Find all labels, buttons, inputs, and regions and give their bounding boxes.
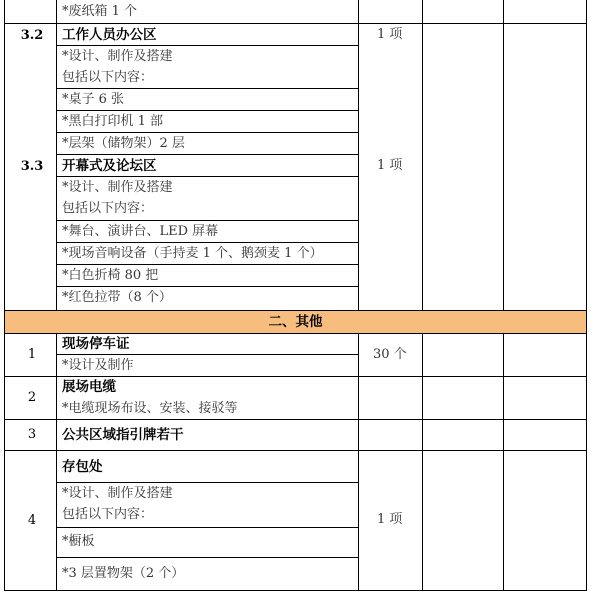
border-right (586, 0, 587, 591)
item-quantity: 1 项 (377, 512, 403, 527)
row-line (4, 590, 587, 591)
item-number: 2 (27, 390, 37, 405)
row-line (56, 527, 359, 528)
item-text: *现场音响设备（手持麦 1 个、鹅颈麦 1 个） (62, 246, 323, 261)
item-number: 3 (27, 427, 37, 442)
item-text: *白色折椅 80 把 (62, 268, 159, 283)
item-number: 4 (27, 513, 37, 528)
item-text: *层架（储物架）2 层 (62, 136, 185, 151)
row-line (56, 220, 359, 221)
item-text: *橱板 (62, 534, 95, 549)
col-line-4b (503, 333, 504, 591)
item-title: 工作人员办公区 (62, 27, 157, 43)
row-line (56, 154, 359, 155)
item-text: *黑白打印机 1 部 (62, 114, 164, 129)
item-text: *设计、制作及搭建 (62, 486, 173, 501)
col-line-4a (503, 0, 504, 311)
item-text: *电缆现场布设、安装、接驳等 (62, 401, 238, 416)
row-line (4, 376, 587, 377)
item-title: 存包处 (62, 459, 103, 475)
item-text: *设计、制作及搭建 (62, 180, 173, 195)
row-line (4, 450, 587, 451)
item-number: 1 (27, 347, 37, 362)
row-line (56, 242, 359, 243)
row-line (56, 354, 359, 355)
row-line (56, 132, 359, 133)
item-quantity: 1 项 (377, 27, 403, 42)
item-text: *设计、制作及搭建 (62, 49, 173, 64)
item-text: 包括以下内容： (62, 70, 154, 85)
item-text: *3 层置物架（2 个） (62, 566, 185, 581)
item-quantity: 1 项 (377, 158, 403, 173)
row-line (56, 88, 359, 89)
row-line (56, 264, 359, 265)
row-line (56, 45, 359, 46)
item-title: 展场电缆 (62, 379, 116, 395)
item-quantity: 30 个 (373, 347, 407, 362)
row-line (56, 176, 359, 177)
item-title: 公共区域指引牌若干 (62, 427, 184, 443)
item-text: *桌子 6 张 (62, 92, 125, 107)
item-text: 包括以下内容： (62, 507, 154, 522)
item-text: 包括以下内容： (62, 201, 154, 216)
item-text: *舞台、演讲台、LED 屏幕 (62, 224, 219, 239)
row-line (4, 23, 587, 24)
row-line (4, 310, 587, 311)
item-title: 开幕式及论坛区 (62, 158, 157, 174)
item-number: 3.2 (20, 28, 44, 43)
col-line-3b (422, 333, 423, 591)
item-number: 3.3 (20, 159, 44, 174)
row-line (56, 110, 359, 111)
item-title: 现场停车证 (62, 336, 130, 352)
row-line (56, 482, 359, 483)
row-line (56, 557, 359, 558)
col-line-3a (422, 0, 423, 311)
item-text: *设计及制作 (62, 358, 134, 373)
col-line-1b (56, 333, 57, 591)
row-line (56, 286, 359, 287)
section-title: 二、其他 (268, 314, 323, 330)
item-text: *废纸箱 1 个 (62, 4, 138, 19)
item-text: *红色拉带（8 个） (62, 290, 172, 305)
col-line-2b (358, 333, 359, 591)
row-line (4, 333, 587, 334)
row-line (4, 419, 587, 420)
border-left (4, 0, 5, 591)
